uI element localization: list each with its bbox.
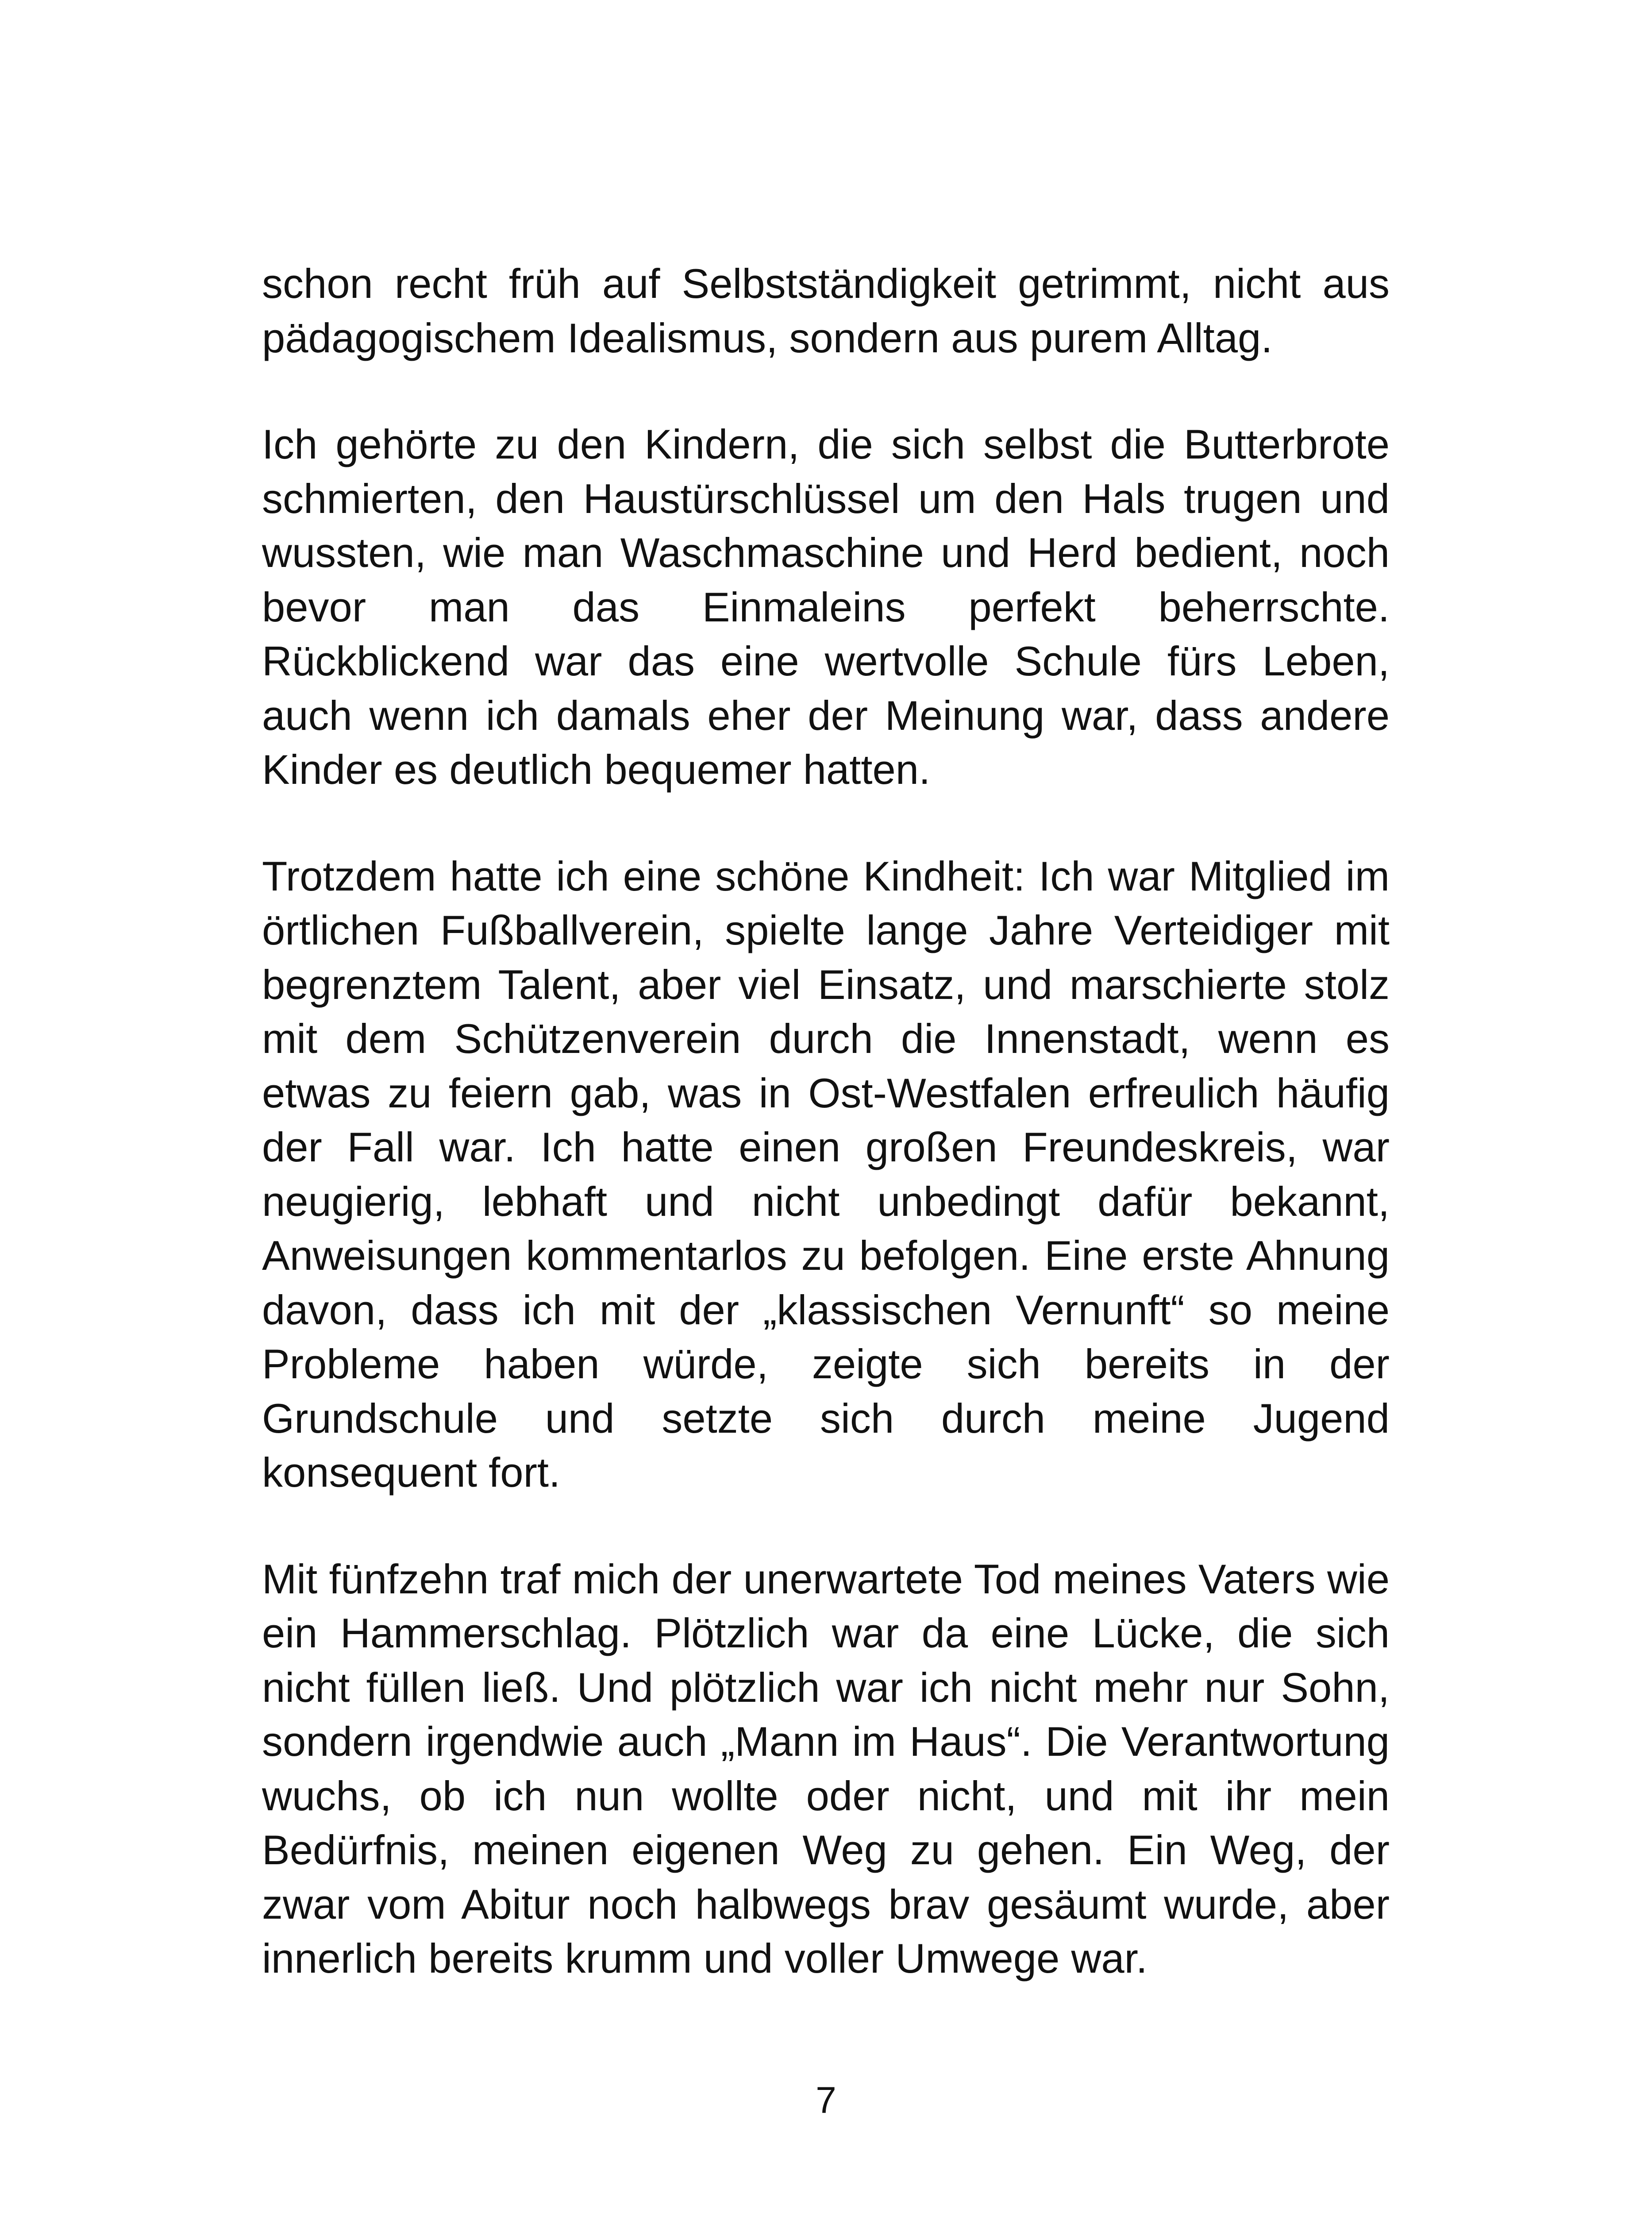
paragraph: Ich gehörte zu den Kindern, die sich selbst die Butterbrote schmierten, den Haustürschlüssel um den Hals trugen und wussten, wie man Waschmaschine und Herd bedient, noch bevor man das Einmaleins perfekt beherrschte. Rückblickend war das eine wertvolle Schule fürs Leben, auch wenn ich damals eher der Meinung war, dass andere Kinder es deutlich bequemer hatten. <box>262 421 1390 793</box>
paragraph: Trotzdem hatte ich eine schöne Kindheit: Ich war Mitglied im örtlichen Fußballverein, spielte lange Jahre Verteidiger mit begrenztem Talent, aber viel Einsatz, und marschierte stolz mit dem Schützenverein durch die Innenstadt, wenn es etwas zu feiern gab, was in Ost-Westfalen erfreulich häufig der Fall war. Ich hatte einen großen Freundeskreis, war neugierig, lebhaft und nicht unbedingt dafür bekannt, Anweisungen kommentarlos zu befolgen. Eine erste Ahnung davon, dass ich mit der „klassischen Vernunft“ so meine Probleme haben würde, zeigte sich bereits in der Grundschule und setzte sich durch meine Jugend konsequent fort. <box>262 852 1390 1496</box>
page-body-text <box>262 257 1390 1986</box>
paragraph: Mit fünfzehn traf mich der unerwartete Tod meines Vaters wie ein Hammerschlag. Plötzlich war da eine Lücke, die sich nicht füllen ließ. Und plötzlich war ich nicht mehr nur Sohn, sondern irgendwie auch „Mann im Haus“. Die Verantwortung wuchs, ob ich nun wollte oder nicht, und mit ihr mein Bedürfnis, meinen eigenen Weg zu gehen. Ein Weg, der zwar vom Abitur noch halbwegs brav gesäumt wurde, aber innerlich bereits krumm und voller Umwege war. <box>262 1555 1390 1982</box>
paragraph: schon recht früh auf Selbstständigkeit getrimmt, nicht aus pädagogischem Idealismus, sondern aus purem Alltag. <box>262 260 1390 361</box>
page-number: 7 <box>816 2079 836 2121</box>
